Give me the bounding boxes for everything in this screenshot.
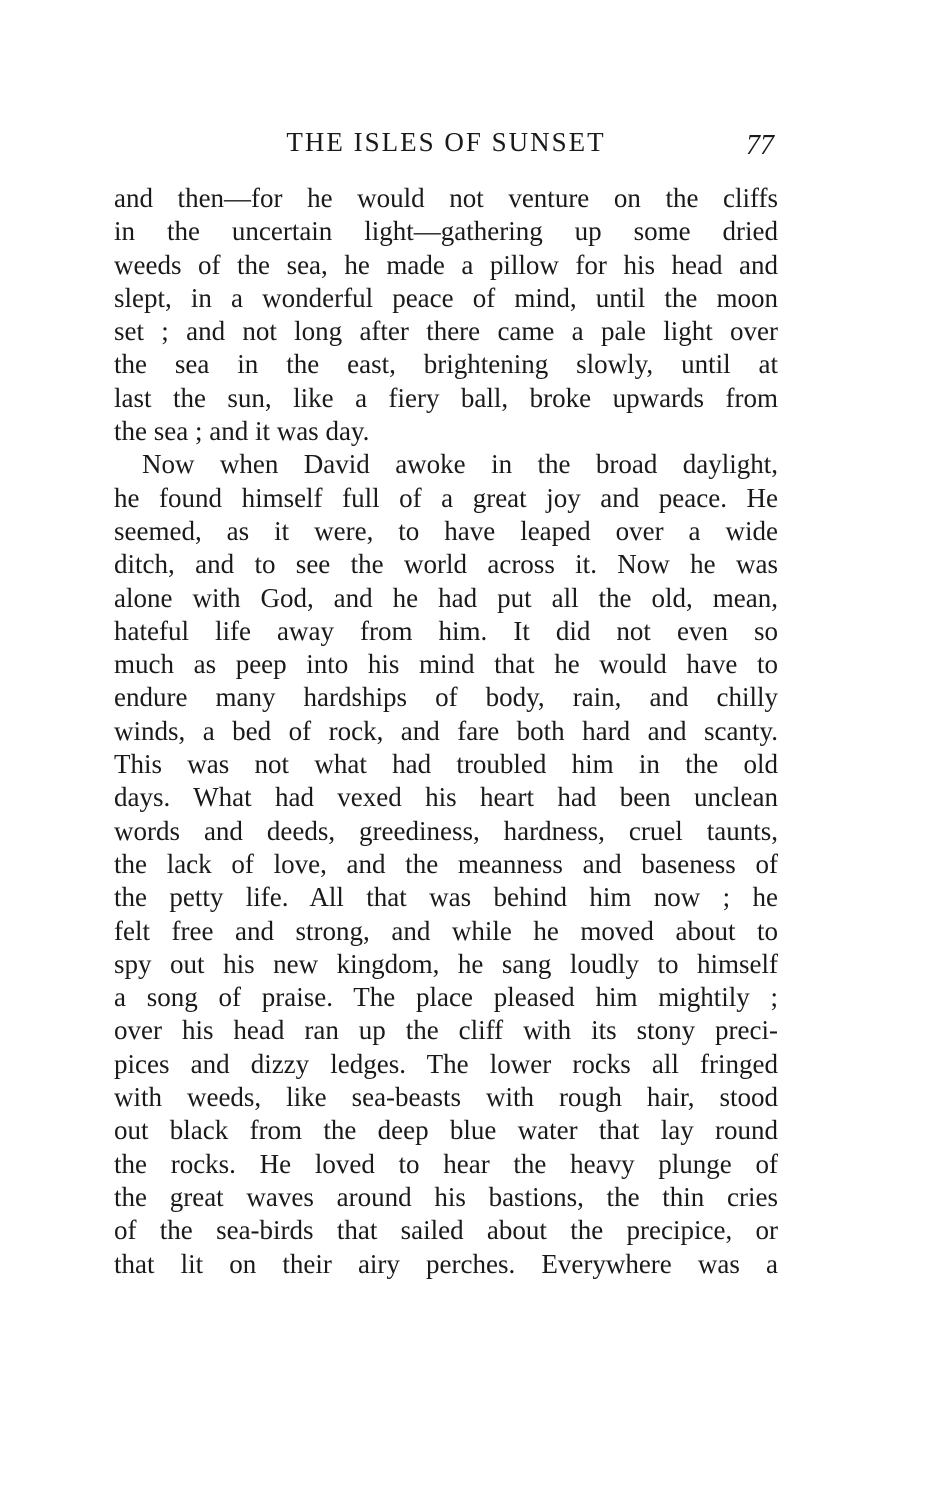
text-line: alone with God, and he had put all the old, mean, — [114, 582, 778, 613]
text-line: last the sun, like a fiery ball, broke upwards from — [114, 382, 778, 413]
text-line: Now when David awoke in the broad daylight, — [142, 449, 778, 480]
text-line: of the sea-birds that sailed about the precipice, or — [114, 1215, 778, 1246]
text-line: days. What had vexed his heart had been unclean — [114, 782, 778, 813]
text-line: words and deeds, greediness, hardness, cruel taunts, — [114, 815, 778, 846]
text-line: that lit on their airy perches. Everywhere was a — [114, 1248, 778, 1279]
text-line: the sea in the east, brightening slowly, until at — [114, 349, 778, 380]
paragraph-2 — [114, 448, 778, 1280]
text-line: over his head ran up the cliff with its stony preci- — [114, 1015, 778, 1046]
text-line: spy out his new kingdom, he sang loudly to himself — [114, 948, 778, 979]
text-line: the sea ; and it was day. — [114, 416, 370, 447]
text-line: he found himself full of a great joy and peace. He — [114, 482, 778, 513]
text-line: much as peep into his mind that he would have to — [114, 649, 778, 680]
text-line: the petty life. All that was behind him now ; he — [114, 882, 778, 913]
text-line: the lack of love, and the meanness and baseness of — [114, 848, 778, 879]
text-line: the rocks. He loved to hear the heavy plunge of — [114, 1148, 778, 1179]
body-text — [114, 182, 778, 1281]
text-line: the great waves around his bastions, the thin cries — [114, 1181, 778, 1212]
text-line: This was not what had troubled him in the old — [114, 749, 778, 780]
text-line: endure many hardships of body, rain, and chilly — [114, 682, 778, 713]
running-head — [114, 122, 778, 162]
text-line: out black from the deep blue water that lay round — [114, 1115, 778, 1146]
text-line: a song of praise. The place pleased him mightily ; — [114, 982, 778, 1013]
text-line: pices and dizzy ledges. The lower rocks all fringed — [114, 1048, 778, 1079]
text-line: set ; and not long after there came a pale light over — [114, 316, 778, 347]
text-line: felt free and strong, and while he moved about to — [114, 915, 778, 946]
text-line: seemed, as it were, to have leaped over a wide — [114, 515, 778, 546]
paragraph-1 — [114, 182, 778, 448]
text-line: winds, a bed of rock, and fare both hard and scanty. — [114, 715, 778, 746]
text-line: with weeds, like sea-beasts with rough hair, stood — [114, 1082, 778, 1113]
text-line: and then—for he would not venture on the cliffs — [114, 183, 778, 213]
text-line: ditch, and to see the world across it. Now he was — [114, 549, 778, 580]
page-number: 77 — [746, 130, 774, 161]
text-line: slept, in a wonderful peace of mind, until the moon — [114, 282, 778, 313]
running-title: THE ISLES OF SUNSET — [286, 127, 606, 157]
text-line: weeds of the sea, he made a pillow for his head and — [114, 249, 778, 280]
text-line: hateful life away from him. It did not even so — [114, 615, 778, 646]
text-line: in the uncertain light—gathering up some dried — [114, 216, 778, 247]
